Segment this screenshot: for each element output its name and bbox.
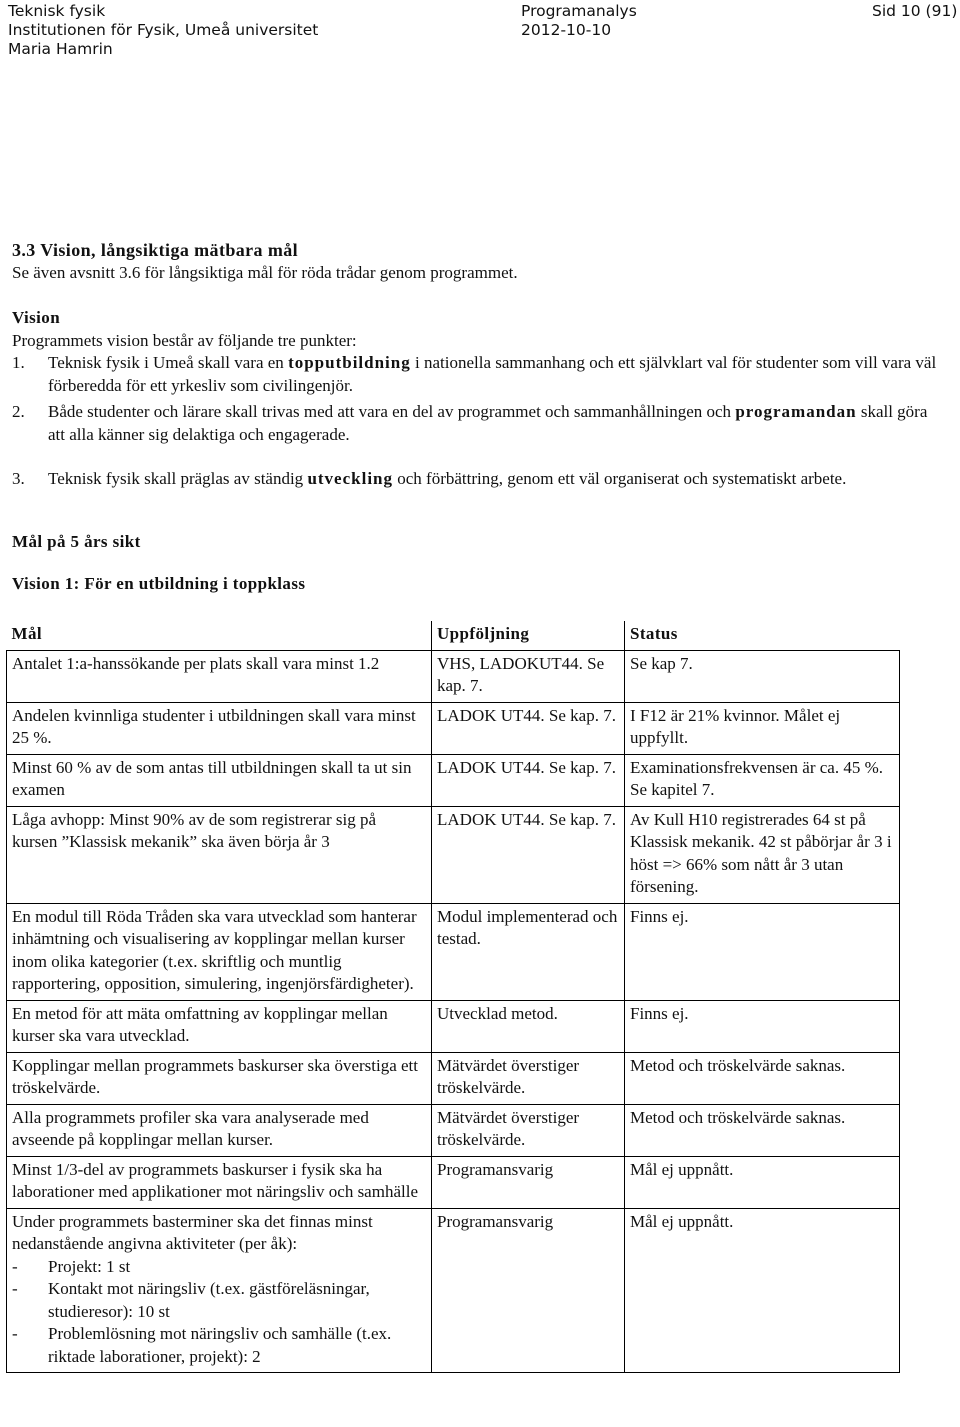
status-cell: Metod och tröskelvärde saknas. xyxy=(625,1104,900,1156)
vision-heading: Vision xyxy=(12,308,61,327)
status-cell: Finns ej. xyxy=(625,1000,900,1052)
status-cell: Se kap 7. xyxy=(625,650,900,702)
goal-intro: Under programmets basterminer ska det finnas minst nedanstående angivna aktiviteter (per åk): xyxy=(12,1211,373,1253)
goal-cell: Låga avhopp: Minst 90% av de som registrerar sig på kursen ”Klassisk mekanik” ska även börja år 3 xyxy=(7,806,432,903)
header-institution: Institutionen för Fysik, Umeå universitet xyxy=(8,21,319,39)
goal-cell: Alla programmets profiler ska vara analyserade med avseende på kopplingar mellan kurser. xyxy=(7,1104,432,1156)
followup-cell: LADOK UT44. Se kap. 7. xyxy=(432,702,625,754)
followup-cell: LADOK UT44. Se kap. 7. xyxy=(432,754,625,806)
goal-cell: Andelen kvinnliga studenter i utbildningen skall vara minst 25 %. xyxy=(7,702,432,754)
table-row xyxy=(7,754,900,806)
table-row xyxy=(7,1104,900,1156)
emphasis: utveckling xyxy=(307,469,393,488)
table-header-row xyxy=(7,621,900,650)
emphasis: topputbildning xyxy=(288,353,411,372)
header-doc-type: Programanalys xyxy=(521,2,637,20)
goal-cell xyxy=(7,1208,432,1373)
header-course: Teknisk fysik xyxy=(8,2,106,20)
followup-cell: Programansvarig xyxy=(432,1156,625,1208)
table-row xyxy=(7,903,900,1000)
table-row xyxy=(7,1000,900,1052)
status-cell: Mål ej uppnått. xyxy=(625,1156,900,1208)
followup-cell: LADOK UT44. Se kap. 7. xyxy=(432,806,625,903)
emphasis: programandan xyxy=(735,402,857,421)
table-row xyxy=(7,806,900,903)
followup-cell: Utvecklad metod. xyxy=(432,1000,625,1052)
goal-cell: Minst 1/3-del av programmets baskurser i fysik ska ha laborationer med applikationer mot näringsliv och samhälle xyxy=(7,1156,432,1208)
status-cell: Av Kull H10 registrerades 64 st på Klassisk mekanik. 42 st påbörjar år 3 i höst => 66% som nått år 3 utan försening. xyxy=(625,806,900,903)
activity-item: - Projekt: 1 st xyxy=(12,1256,131,1276)
header-date: 2012-10-10 xyxy=(521,21,612,39)
vision-point-number: 3. xyxy=(12,469,25,488)
vision-point-number: 2. xyxy=(12,402,25,421)
status-cell: I F12 är 21% kvinnor. Målet ej uppfyllt. xyxy=(625,702,900,754)
goal-cell: En modul till Röda Tråden ska vara utvecklad som hanterar inhämtning och visualisering av kopplingar mellan kurser inom olika kategorier (t.ex. skriftlig och muntlig rapportering, opposition, simulering, ingenjörsfärdigheter). xyxy=(7,903,432,1000)
status-cell: Finns ej. xyxy=(625,903,900,1000)
vision1-heading: Vision 1: För en utbildning i toppklass xyxy=(12,574,306,593)
followup-cell: VHS, LADOKUT44. Se kap. 7. xyxy=(432,650,625,702)
activity-item: - Kontakt mot näringsliv (t.ex. gästföreläsningar, studieresor): 10 st xyxy=(12,1279,370,1321)
see-also-note: Se även avsnitt 3.6 för långsiktiga mål för röda trådar genom programmet. xyxy=(12,263,518,282)
goals-heading: Mål på 5 års sikt xyxy=(12,532,141,551)
header-cell-followup: Uppföljning xyxy=(432,621,625,650)
vision-point-number: 1. xyxy=(12,353,25,372)
followup-cell: Mätvärdet överstiger tröskelvärde. xyxy=(432,1052,625,1104)
header-cell-goal: Mål xyxy=(7,621,432,650)
followup-cell: Modul implementerad och testad. xyxy=(432,903,625,1000)
table-row xyxy=(7,1208,900,1373)
activity-item: - Problemlösning mot näringsliv och samhälle (t.ex. riktade laborationer, projekt): 2 xyxy=(12,1324,392,1366)
table-row xyxy=(7,1156,900,1208)
status-cell: Examinationsfrekvensen är ca. 45 %. Se kapitel 7. xyxy=(625,754,900,806)
goals-table xyxy=(6,621,900,1373)
goal-cell: Antalet 1:a-hanssökande per plats skall vara minst 1.2 xyxy=(7,650,432,702)
status-cell: Mål ej uppnått. xyxy=(625,1208,900,1373)
goal-cell: Minst 60 % av de som antas till utbildningen skall ta ut sin examen xyxy=(7,754,432,806)
vision-intro: Programmets vision består av följande tre punkter: xyxy=(12,331,357,350)
goal-cell: Kopplingar mellan programmets baskurser ska överstiga ett tröskelvärde. xyxy=(7,1052,432,1104)
header-cell-status: Status xyxy=(625,621,900,650)
header-page-number: Sid 10 (91) xyxy=(872,2,958,20)
header-author: Maria Hamrin xyxy=(8,40,113,58)
table-row xyxy=(7,1052,900,1104)
table-row xyxy=(7,650,900,702)
table-row xyxy=(7,702,900,754)
followup-cell: Mätvärdet överstiger tröskelvärde. xyxy=(432,1104,625,1156)
section-title: 3.3 Vision, långsiktiga mätbara mål xyxy=(12,240,299,260)
goal-cell: En metod för att mäta omfattning av kopplingar mellan kurser ska vara utvecklad. xyxy=(7,1000,432,1052)
status-cell: Metod och tröskelvärde saknas. xyxy=(625,1052,900,1104)
followup-cell: Programansvarig xyxy=(432,1208,625,1373)
page-header xyxy=(0,0,960,60)
